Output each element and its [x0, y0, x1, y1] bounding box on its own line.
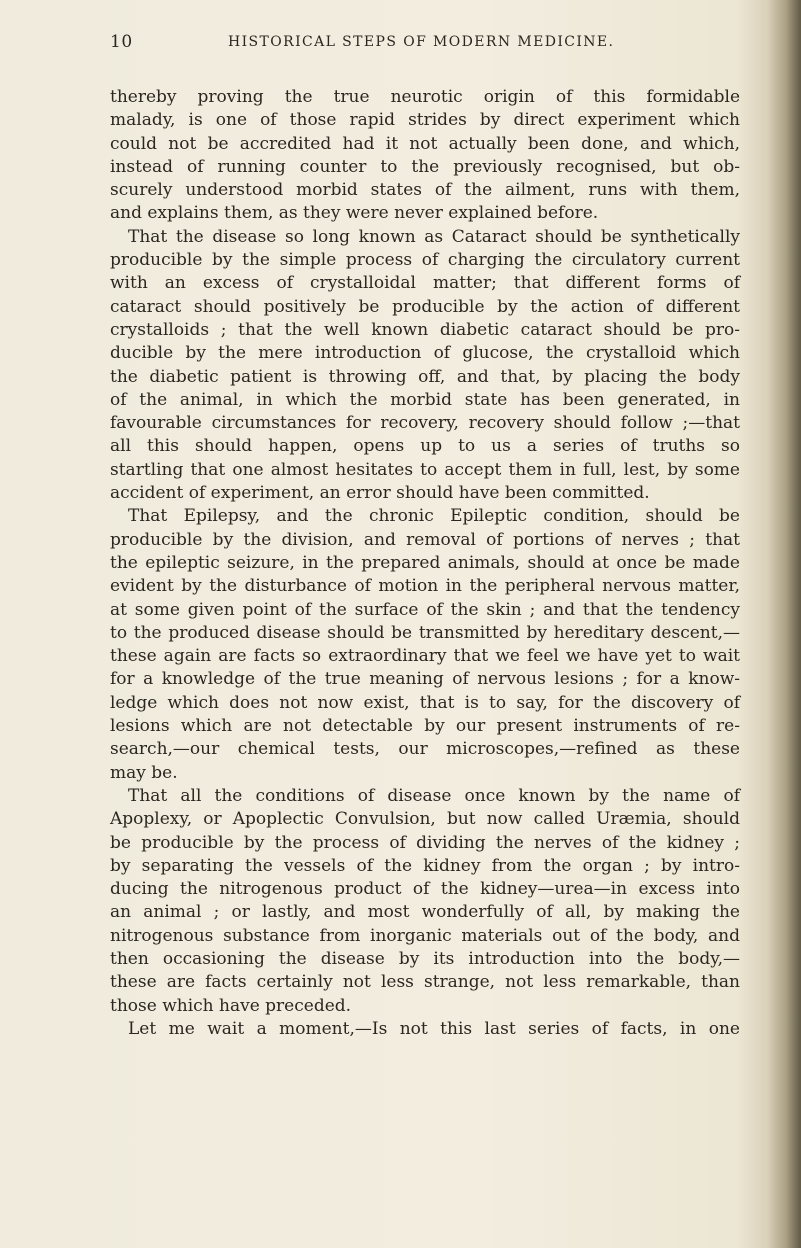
text-line: at some given point of the surface of the skin ; and that the tendency: [110, 599, 740, 620]
text-line: accident of experiment, an error should have been committed.: [110, 483, 650, 504]
text-line: the diabetic patient is throwing off, and that, by placing the body: [110, 366, 740, 387]
text-line: and explains them, as they were never explained before.: [110, 203, 599, 224]
text-line: could not be accredited had it not actually been done, and which,: [110, 133, 740, 154]
text-line: crystalloids ; that the well known diabetic cataract should be pro-: [110, 319, 740, 340]
text-line: scurely understood morbid states of the ailment, runs with them,: [110, 180, 740, 201]
text-line: malady, is one of those rapid strides by direct experiment which: [110, 110, 740, 131]
text-line: those which have preceded.: [110, 995, 352, 1016]
text-line: cataract should positively be producible by the action of different: [110, 296, 740, 317]
text-line: the epileptic seizure, in the prepared animals, should at once be made: [110, 552, 740, 573]
body-text: [110, 86, 740, 1041]
text-line: That Epilepsy, and the chronic Epileptic condition, should be: [128, 506, 740, 527]
page-header: [110, 32, 730, 58]
text-line: be producible by the process of dividing the nerves of the kidney ;: [110, 832, 740, 853]
text-line: may be.: [110, 762, 178, 783]
running-head: HISTORICAL STEPS OF MODERN MEDICINE.: [228, 34, 615, 50]
text-line: thereby proving the true neurotic origin of this formidable: [110, 87, 740, 107]
text-line: Apoplexy, or Apoplectic Convulsion, but now called Uræmia, should: [110, 809, 740, 830]
text-line: ducible by the mere introduction of glucose, the crystalloid which: [110, 343, 740, 364]
text-line: these again are facts so extraordinary that we feel we have yet to wait: [110, 646, 740, 667]
text-line: That all the conditions of disease once known by the name of: [128, 785, 740, 806]
text-line: That the disease so long known as Cataract should be synthetically: [128, 226, 740, 247]
text-line: Let me wait a moment,—Is not this last series of facts, in one: [128, 1018, 740, 1039]
text-line: lesions which are not detectable by our present instruments of re-: [110, 716, 740, 737]
text-line: with an excess of crystalloidal matter; that different forms of: [110, 273, 740, 294]
text-line: all this should happen, opens up to us a series of truths so: [110, 436, 740, 457]
text-line: an animal ; or lastly, and most wonderfully of all, by making the: [110, 902, 740, 923]
text-line: evident by the disturbance of motion in the peripheral nervous matter,: [110, 576, 740, 597]
text-line: by separating the vessels of the kidney from the organ ; by intro-: [110, 855, 740, 876]
page-edge-shadow: [767, 0, 801, 1248]
text-line: nitrogenous substance from inorganic materials out of the body, and: [110, 925, 740, 946]
text-line: ledge which does not now exist, that is to say, for the discovery of: [110, 692, 740, 713]
text-line: startling that one almost hesitates to accept them in full, lest, by some: [110, 459, 740, 480]
text-line: producible by the simple process of charging the circulatory current: [110, 250, 740, 271]
text-line: ducing the nitrogenous product of the kidney—urea—in excess into: [110, 879, 740, 900]
text-line: producible by the division, and removal of portions of nerves ; that: [110, 529, 740, 550]
text-line: favourable circumstances for recovery, recovery should follow ;—that: [110, 413, 740, 434]
text-line: these are facts certainly not less strange, not less remarkable, than: [110, 972, 740, 993]
text-line: search,—our chemical tests, our microscopes,—refined as these: [110, 739, 740, 760]
page-number: 10: [110, 32, 133, 52]
text-line: instead of running counter to the previously recognised, but ob-: [110, 156, 740, 177]
text-line: to the produced disease should be transmitted by hereditary descent,—: [110, 622, 740, 643]
text-line: of the animal, in which the morbid state has been generated, in: [110, 389, 740, 410]
text-line: for a knowledge of the true meaning of nervous lesions ; for a know-: [110, 669, 740, 690]
text-line: then occasioning the disease by its introduction into the body,—: [110, 948, 740, 969]
